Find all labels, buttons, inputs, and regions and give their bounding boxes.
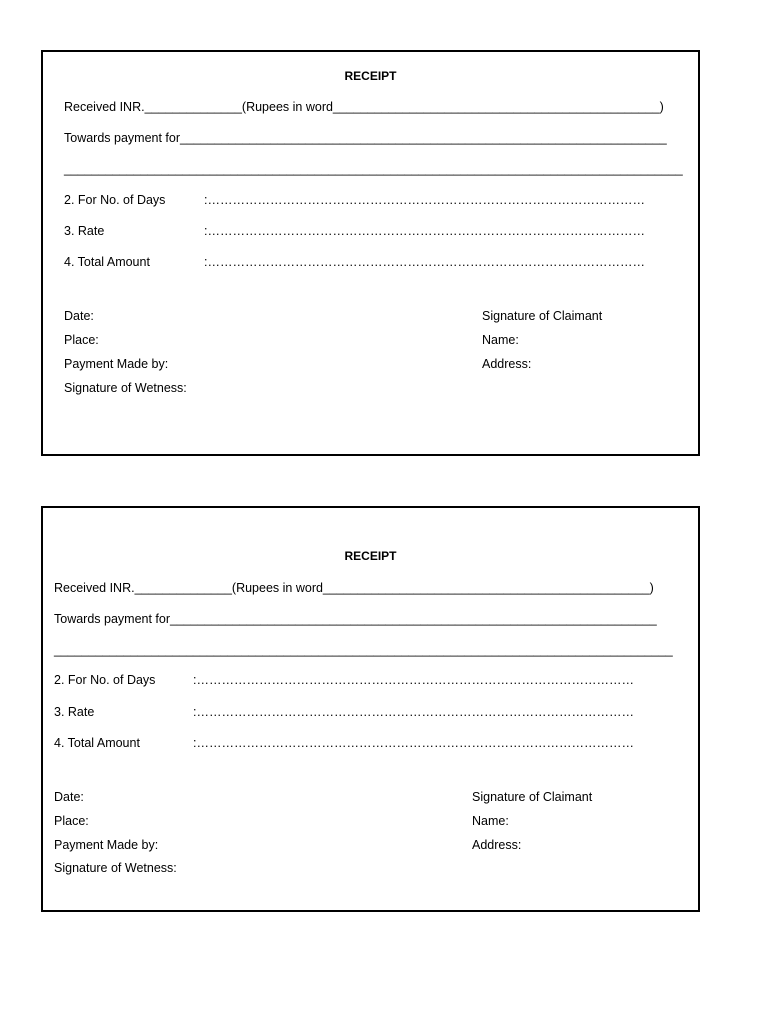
total-amount-label: 4. Total Amount [54,736,140,750]
name-label: Name: [482,333,519,347]
payment-made-by-label: Payment Made by: [64,357,169,371]
towards-payment-line: Towards payment for______________________________________________________________________ [64,131,667,145]
receipt-form-1 [41,50,700,456]
received-inr-line: Received INR.______________(Rupees in word_______________________________________________) [54,581,654,595]
name-label: Name: [472,814,509,828]
blank-line: _________________________________________________________________________________________ [54,643,673,657]
rate-value: :…………………………………………………………………………………………… [193,705,634,719]
days-label: 2. For No. of Days [54,673,156,687]
claimant-signature-label: Signature of Claimant [482,309,603,323]
rate-label: 3. Rate [54,705,95,719]
towards-payment-line: Towards payment for______________________________________________________________________ [54,612,657,626]
total-amount-label: 4. Total Amount [64,255,150,269]
receipt-form-2 [41,506,700,912]
rate-value: :…………………………………………………………………………………………… [204,224,645,238]
date-label: Date: [54,790,84,804]
received-inr-line: Received INR.______________(Rupees in word_______________________________________________) [64,100,664,114]
witness-signature-label: Signature of Wetness: [54,861,177,875]
claimant-signature-label: Signature of Claimant [472,790,593,804]
total-amount-value: :…………………………………………………………………………………………… [204,255,645,269]
days-value: :…………………………………………………………………………………………… [193,673,634,687]
receipt-title: RECEIPT [344,549,397,563]
days-label: 2. For No. of Days [64,193,166,207]
total-amount-value: :…………………………………………………………………………………………… [193,736,634,750]
date-label: Date: [64,309,94,323]
rate-label: 3. Rate [64,224,105,238]
receipt-title: RECEIPT [344,69,397,83]
blank-line: _________________________________________________________________________________________ [64,162,683,176]
witness-signature-label: Signature of Wetness: [64,381,187,395]
place-label: Place: [54,814,89,828]
address-label: Address: [472,838,522,852]
payment-made-by-label: Payment Made by: [54,838,159,852]
address-label: Address: [482,357,532,371]
days-value: :…………………………………………………………………………………………… [204,193,645,207]
place-label: Place: [64,333,99,347]
